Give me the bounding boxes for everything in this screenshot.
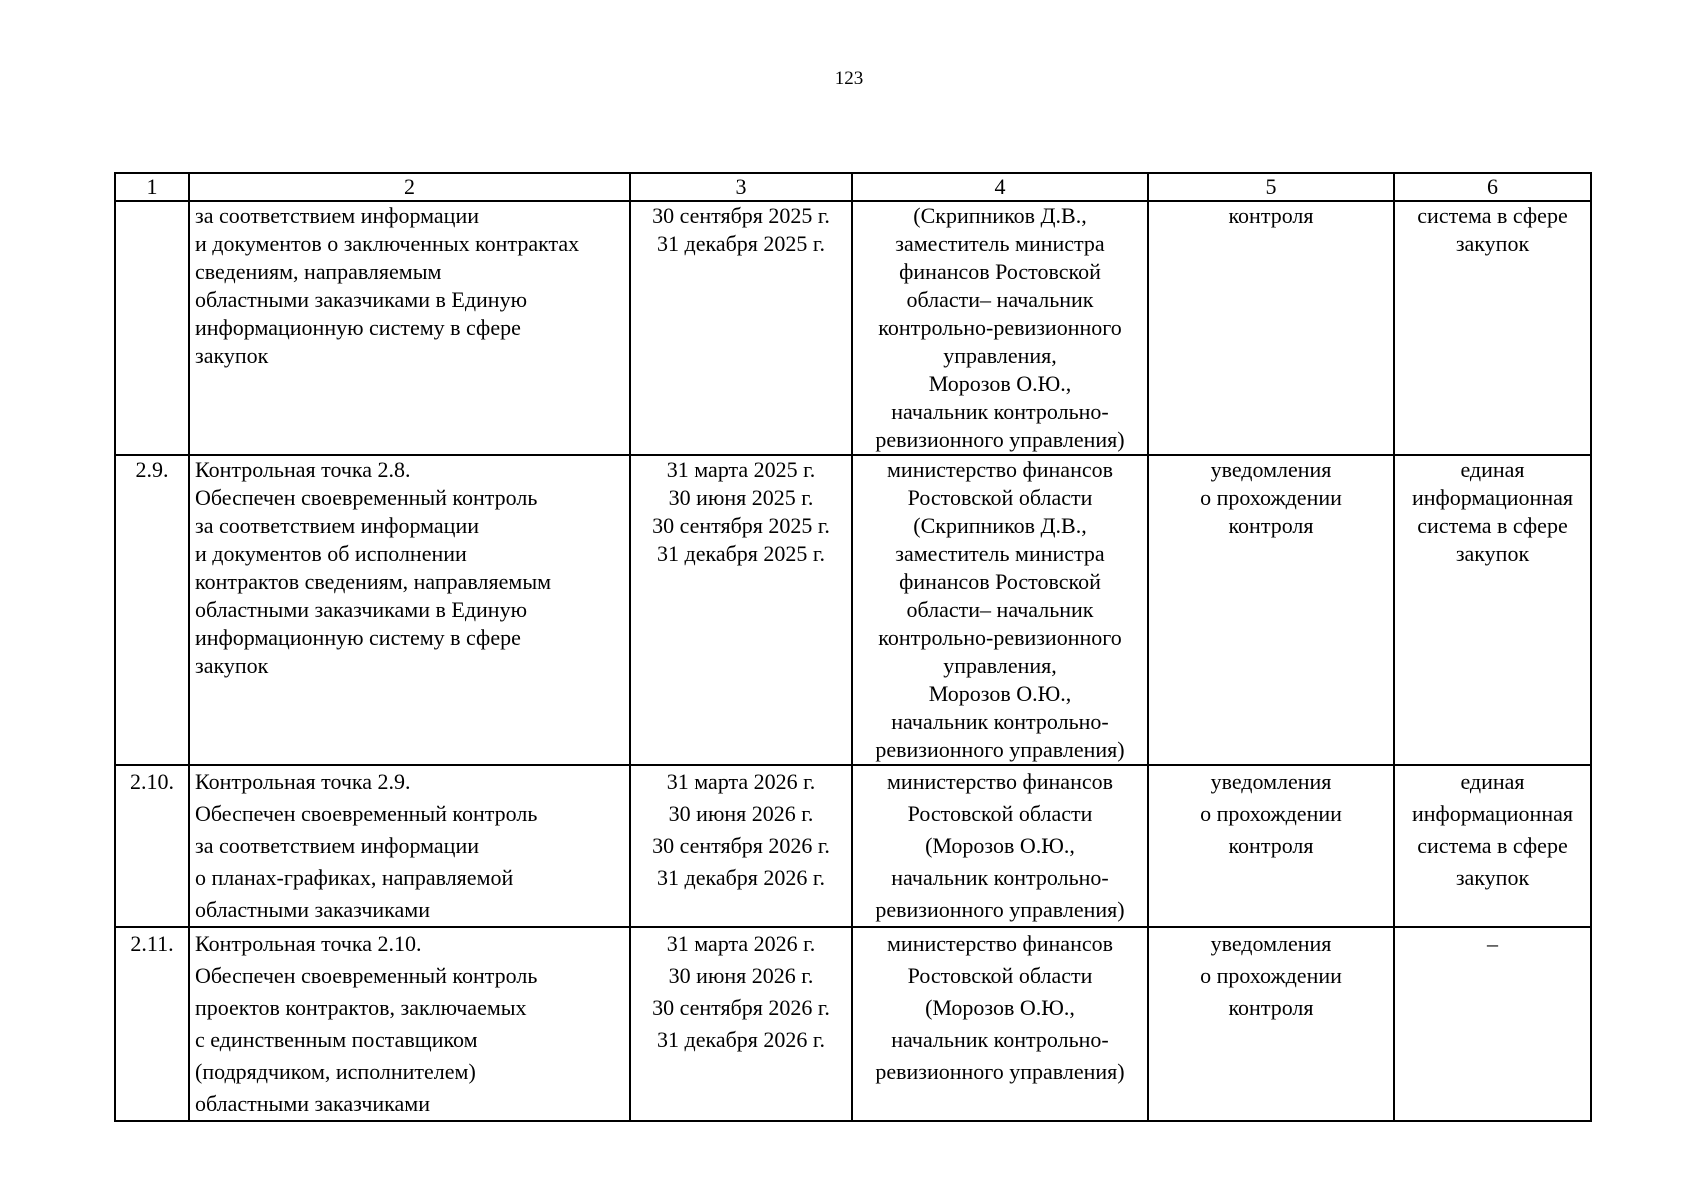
result-cell [1148, 927, 1394, 1121]
cell-line: контроля [1228, 203, 1314, 228]
cell-line: контрактов сведениям, направляемым [195, 569, 552, 594]
cell-line: министерство финансов [887, 769, 1113, 794]
cell-line: Морозов О.Ю., [928, 371, 1072, 396]
cell-line: Морозов О.Ю., [928, 681, 1072, 706]
cell-line: система в сфере [1417, 203, 1568, 228]
cell-line: закупок [1455, 231, 1530, 256]
cell-line: за соответствием информации [195, 513, 480, 538]
cell-line: контрольно-ревизионного [878, 625, 1122, 650]
responsible-cell [852, 927, 1148, 1121]
responsible-cell [852, 201, 1148, 455]
cell-line: 31 марта 2026 г. [666, 931, 816, 956]
cell-line: закупок [195, 343, 269, 368]
cell-line: контроля [1228, 995, 1314, 1020]
cell-line: закупок [1455, 541, 1530, 566]
cell-line: единая [1460, 769, 1525, 794]
cell-line: закупок [195, 653, 269, 678]
cell-line: областными заказчиками в Единую [195, 287, 527, 312]
cell-line: 31 декабря 2025 г. [657, 541, 825, 566]
cell-line: проектов контрактов, заключаемых [195, 995, 527, 1020]
cell-line: Ростовской области [907, 801, 1093, 826]
system-cell [1394, 201, 1591, 455]
column-header: 6 [1394, 173, 1591, 201]
cell-line: 30 июня 2025 г. [668, 485, 814, 510]
table-row [115, 927, 1591, 1121]
cell-line: о прохождении [1200, 485, 1342, 510]
cell-line: уведомления [1210, 769, 1332, 794]
table-row [115, 765, 1591, 927]
table-header-row [115, 173, 1591, 201]
column-header: 5 [1148, 173, 1394, 201]
cell-line: с единственным поставщиком [195, 1027, 478, 1052]
cell-line: 31 марта 2025 г. [666, 457, 816, 482]
cell-line: Контрольная точка 2.9. [195, 769, 411, 794]
cell-line: за соответствием информации [195, 203, 480, 228]
cell-line: (Морозов О.Ю., [925, 995, 1075, 1020]
cell-line: областными заказчиками [195, 897, 430, 922]
cell-line: за соответствием информации [195, 833, 480, 858]
result-cell [1148, 201, 1394, 455]
cell-line: о планах-графиках, направляемой [195, 865, 514, 890]
cell-line: информационная [1412, 485, 1573, 510]
cell-line: ревизионного управления) [875, 897, 1125, 922]
cell-line: областными заказчиками в Единую [195, 597, 527, 622]
system-cell [1394, 455, 1591, 765]
cell-line: контрольно-ревизионного [878, 315, 1122, 340]
system-cell [1394, 927, 1591, 1121]
cell-line: Обеспечен своевременный контроль [195, 485, 538, 510]
dates-cell [630, 927, 852, 1121]
description-cell [189, 201, 630, 455]
cell-line: ревизионного управления) [875, 737, 1125, 762]
dates-cell [630, 455, 852, 765]
page-number: 123 [834, 68, 864, 89]
row-number: 2.10. [115, 765, 189, 927]
cell-line: 30 сентября 2025 г. [652, 513, 830, 538]
cell-line: Контрольная точка 2.10. [195, 931, 422, 956]
cell-line: (Морозов О.Ю., [925, 833, 1075, 858]
cell-line: информационная [1412, 801, 1573, 826]
cell-line: 30 июня 2026 г. [668, 801, 814, 826]
result-cell [1148, 765, 1394, 927]
cell-line: 30 сентября 2026 г. [652, 995, 830, 1020]
cell-line: информационную систему в сфере [195, 315, 521, 340]
cell-line: заместитель министра [895, 231, 1105, 256]
cell-line: уведомления [1210, 457, 1332, 482]
cell-line: контроля [1228, 833, 1314, 858]
cell-line: – [1487, 931, 1498, 956]
description-cell [189, 765, 630, 927]
cell-line: 31 марта 2026 г. [666, 769, 816, 794]
cell-line: финансов Ростовской [899, 259, 1101, 284]
cell-line: (Скрипников Д.В., [913, 203, 1087, 228]
cell-line: и документов об исполнении [195, 541, 467, 566]
cell-line: Обеспечен своевременный контроль [195, 801, 538, 826]
cell-line: система в сфере [1417, 513, 1568, 538]
cell-line: контроля [1228, 513, 1314, 538]
table-row [115, 455, 1591, 765]
column-header: 2 [189, 173, 630, 201]
cell-line: управления, [943, 653, 1057, 678]
cell-line: областными заказчиками [195, 1091, 430, 1116]
cell-line: начальник контрольно- [891, 709, 1109, 734]
cell-line: о прохождении [1200, 963, 1342, 988]
cell-line: начальник контрольно- [891, 1027, 1109, 1052]
cell-line: Контрольная точка 2.8. [195, 457, 411, 482]
cell-line: министерство финансов [887, 457, 1113, 482]
cell-line: система в сфере [1417, 833, 1568, 858]
cell-line: начальник контрольно- [891, 865, 1109, 890]
cell-line: 30 июня 2026 г. [668, 963, 814, 988]
cell-line: 31 декабря 2026 г. [657, 1027, 825, 1052]
cell-line: о прохождении [1200, 801, 1342, 826]
cell-line: 31 декабря 2026 г. [657, 865, 825, 890]
cell-line: (Скрипников Д.В., [913, 513, 1087, 538]
cell-line: Обеспечен своевременный контроль [195, 963, 538, 988]
system-cell [1394, 765, 1591, 927]
cell-line: Ростовской области [907, 963, 1093, 988]
cell-line: финансов Ростовской [899, 569, 1101, 594]
cell-line: заместитель министра [895, 541, 1105, 566]
cell-line: информационную систему в сфере [195, 625, 521, 650]
plan-table [114, 172, 1592, 1122]
cell-line: министерство финансов [887, 931, 1113, 956]
column-header: 3 [630, 173, 852, 201]
dates-cell [630, 201, 852, 455]
column-header: 1 [115, 173, 189, 201]
cell-line: сведениям, направляемым [195, 259, 442, 284]
responsible-cell [852, 455, 1148, 765]
cell-line: закупок [1455, 865, 1530, 890]
cell-line: области– начальник [906, 287, 1094, 312]
cell-line: единая [1460, 457, 1525, 482]
row-number: 2.11. [115, 927, 189, 1121]
cell-line: 30 сентября 2026 г. [652, 833, 830, 858]
cell-line: начальник контрольно- [891, 399, 1109, 424]
dates-cell [630, 765, 852, 927]
cell-line: ревизионного управления) [875, 427, 1125, 452]
cell-line: и документов о заключенных контрактах [195, 231, 580, 256]
cell-line: 31 декабря 2025 г. [657, 231, 825, 256]
cell-line: уведомления [1210, 931, 1332, 956]
cell-line: ревизионного управления) [875, 1059, 1125, 1084]
cell-line: области– начальник [906, 597, 1094, 622]
row-number: 2.9. [115, 455, 189, 765]
description-cell [189, 927, 630, 1121]
cell-line: Ростовской области [907, 485, 1093, 510]
result-cell [1148, 455, 1394, 765]
table-row [115, 201, 1591, 455]
cell-line: управления, [943, 343, 1057, 368]
responsible-cell [852, 765, 1148, 927]
column-header: 4 [852, 173, 1148, 201]
description-cell [189, 455, 630, 765]
row-number [115, 201, 189, 455]
cell-line: 30 сентября 2025 г. [652, 203, 830, 228]
cell-line: (подрядчиком, исполнителем) [195, 1059, 476, 1084]
